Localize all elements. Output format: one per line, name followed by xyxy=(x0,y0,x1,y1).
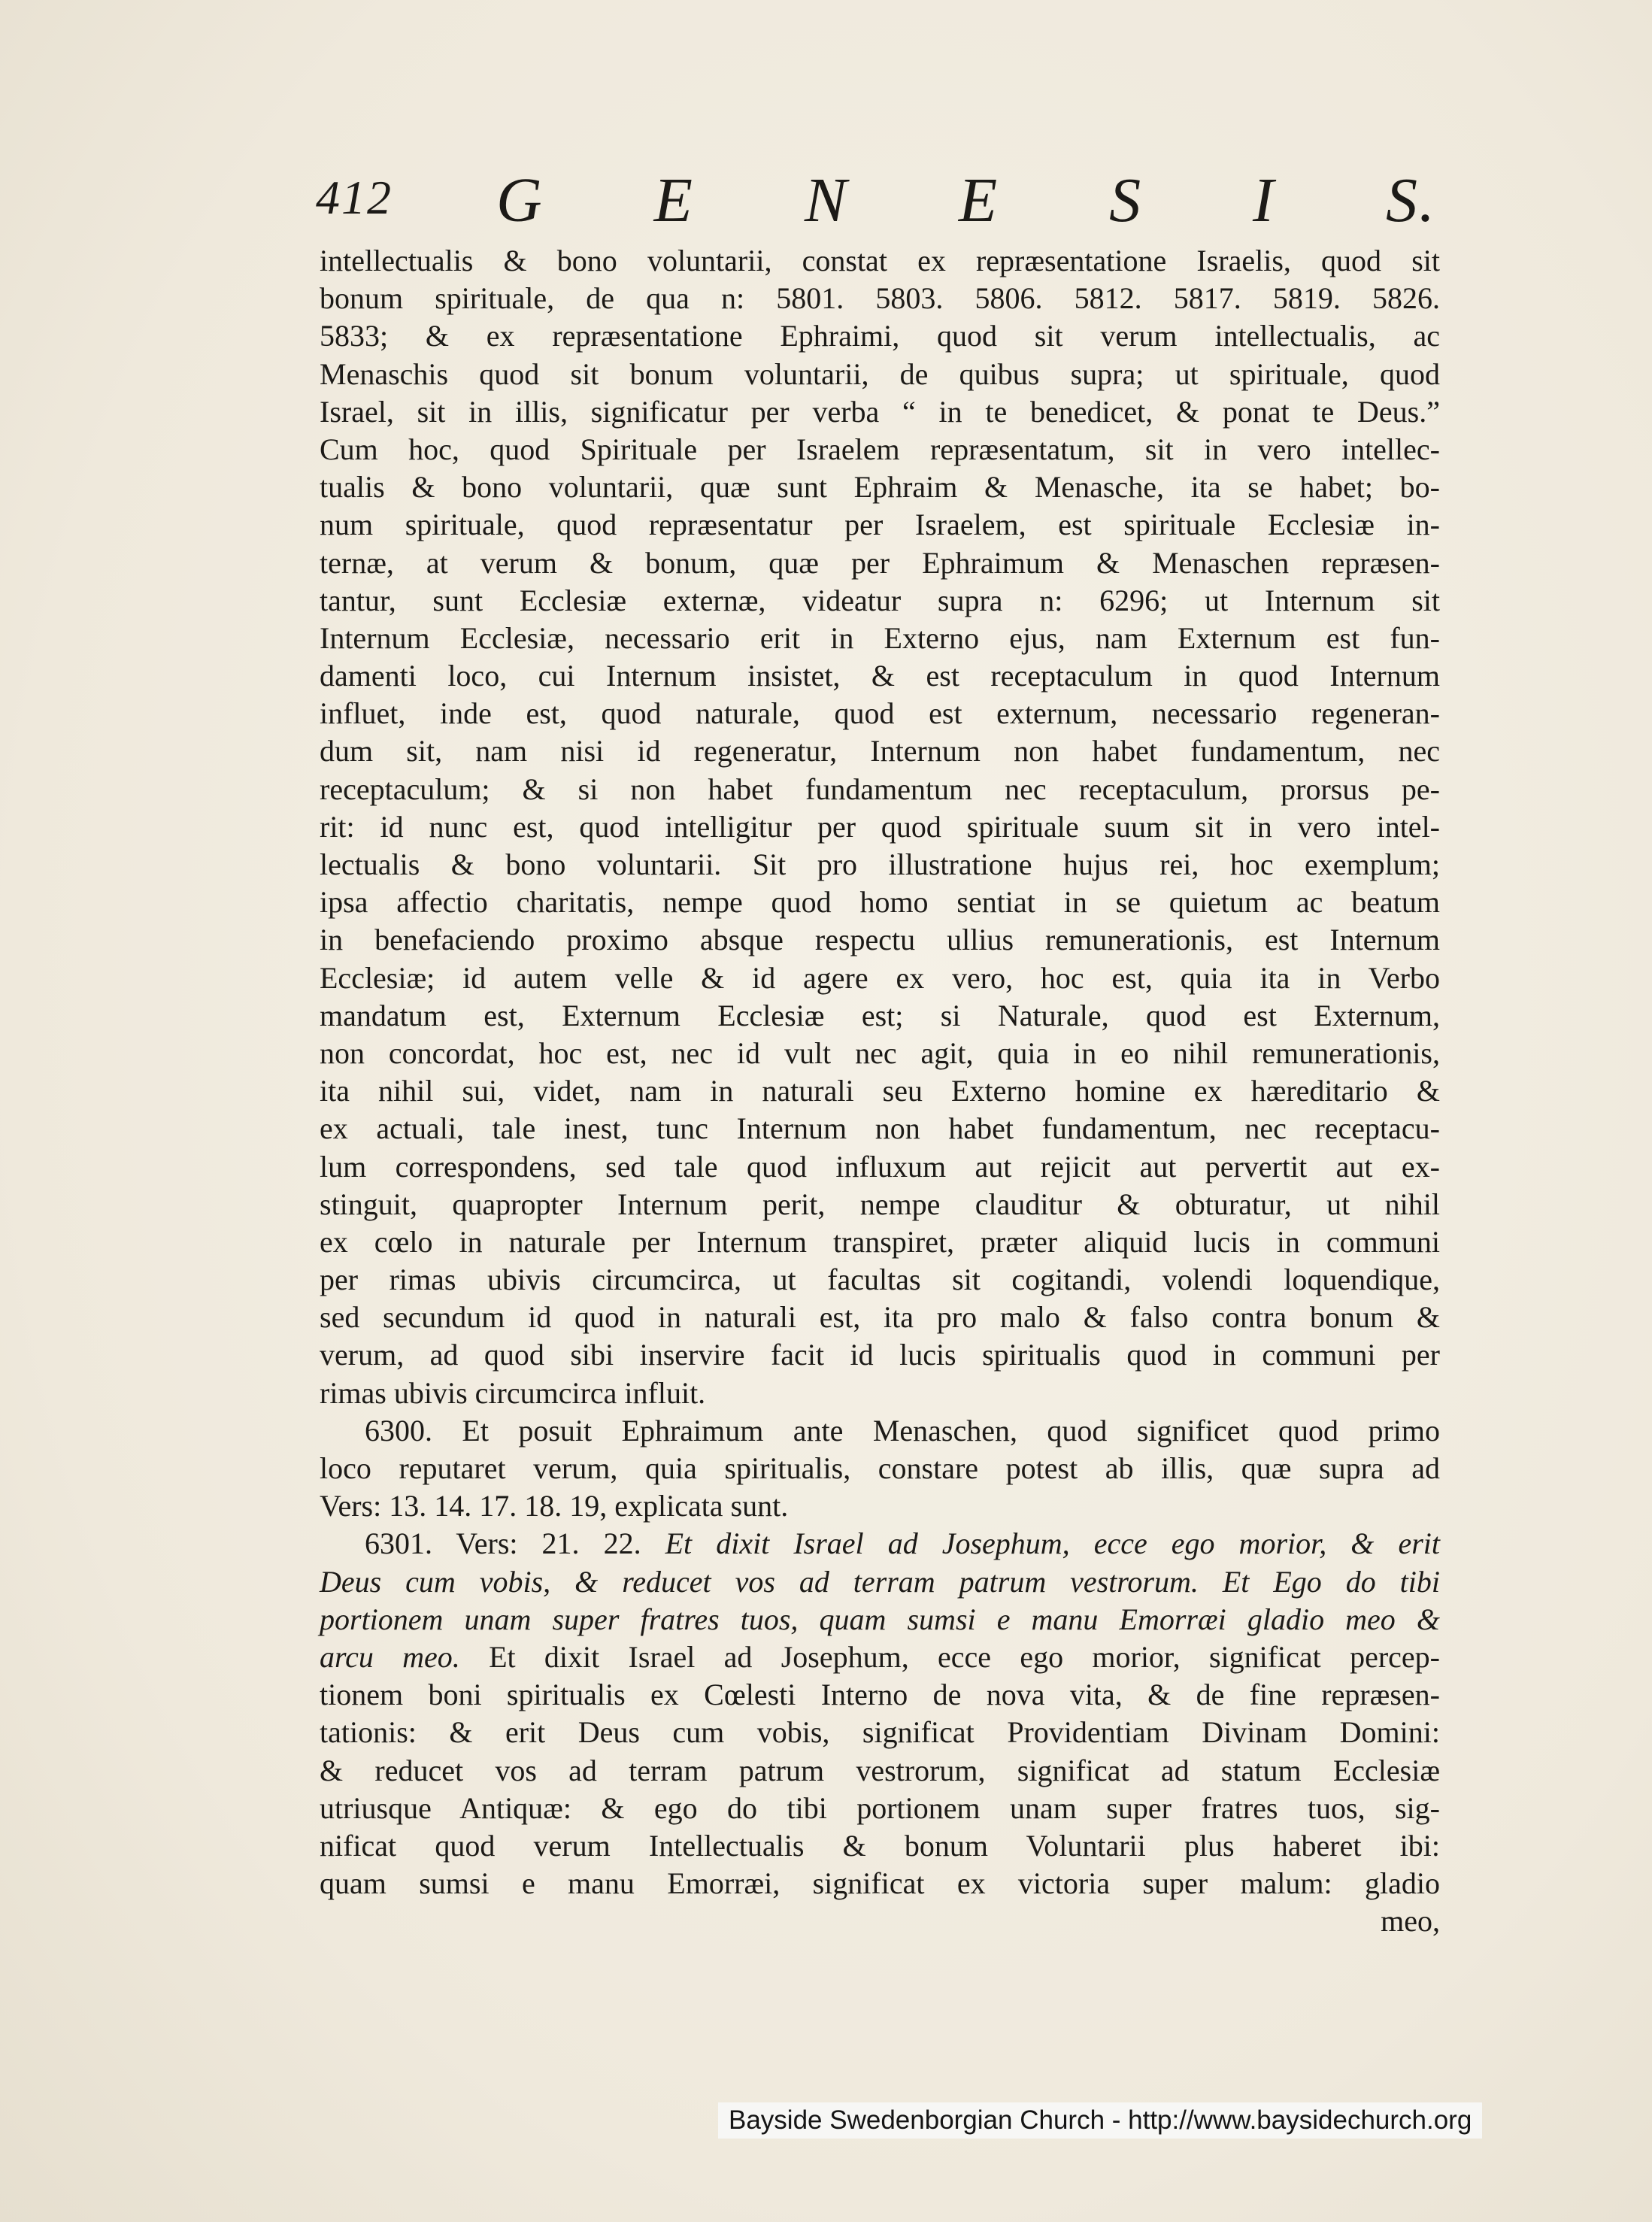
verse-line: portionem unam super fratres tuos, quam sumsi e manu Emorræi gladio meo & xyxy=(320,1602,1440,1636)
text-line: lectualis & bono voluntarii. Sit pro illustratione hujus rei, hoc exemplum; xyxy=(320,847,1440,881)
interpretation-text: Et dixit Israel ad Josephum, ecce ego morior, significat percep- xyxy=(459,1639,1440,1674)
text-line: influet, inde est, quod naturale, quod est externum, necessario regeneran- xyxy=(320,696,1440,731)
title-letter: N xyxy=(804,165,848,235)
title-letter: I xyxy=(1253,165,1275,235)
text-line: quam sumsi e manu Emorræi, significat ex victoria super malum: gladio xyxy=(320,1866,1440,1901)
text-line: stinguit, quapropter Internum perit, nempe clauditur & obturatur, ut nihil xyxy=(320,1187,1440,1221)
paragraph-6300-line: 6300. Et posuit Ephraimum ante Menaschen, quod significet quod primo xyxy=(365,1413,1440,1447)
text-line: Israel, sit in illis, significatur per verba “ in te benedicet, & ponat te Deus.” xyxy=(320,394,1440,429)
text-line: Ecclesiæ; id autem velle & id agere ex vero, hoc est, quia ita in Verbo xyxy=(320,960,1440,995)
verse-italic: arcu meo. xyxy=(320,1639,460,1674)
text-line: ternæ, at verum & bonum, quæ per Ephraimum & Menaschen repræsen- xyxy=(320,545,1440,580)
text-line: ex actuali, tale inest, tunc Internum non habet fundamentum, nec receptacu- xyxy=(320,1111,1440,1146)
running-title xyxy=(496,164,1436,237)
text-line: verum, ad quod sibi inservire facit id lucis spiritualis quod in communi per xyxy=(320,1338,1440,1372)
text-line: per rimas ubivis circumcirca, ut facultas sit cogitandi, volendi loquendique, xyxy=(320,1263,1440,1297)
text-line: loco reputaret verum, quia spiritualis, constare potest ab illis, quæ supra ad xyxy=(320,1451,1440,1485)
page-number: 412 xyxy=(316,171,393,224)
text-line: num spirituale, quod repræsentatur per Israelem, est spirituale Ecclesiæ in- xyxy=(320,508,1440,542)
verse-number: 6301. Vers: 21. 22. xyxy=(365,1526,665,1561)
verse-italic: Et dixit Israel ad Josephum, ecce ego morior, & erit xyxy=(665,1526,1440,1561)
text-line: rimas ubivis circumcirca influit. xyxy=(320,1375,706,1410)
title-letter: E xyxy=(653,165,694,235)
catchword: meo, xyxy=(1381,1904,1440,1939)
text-line: bonum spirituale, de qua n: 5801. 5803. 5806. 5812. 5817. 5819. 5826. xyxy=(320,281,1440,316)
text-line: & reducet vos ad terram patrum vestrorum, significat ad statum Ecclesiæ xyxy=(320,1753,1440,1787)
text-line: ipsa affectio charitatis, nempe quod homo sentiat in se quietum ac beatum xyxy=(320,885,1440,920)
text-line: tualis & bono voluntarii, quæ sunt Ephraim & Menasche, ita se habet; bo- xyxy=(320,470,1440,505)
text-line: utriusque Antiquæ: & ego do tibi portionem unam super fratres tuos, sig- xyxy=(320,1790,1440,1825)
text-line: sed secundum id quod in naturali est, ita pro malo & falso contra bonum & xyxy=(320,1300,1440,1335)
running-head xyxy=(316,164,1436,235)
text-line: ex cœlo in naturale per Internum transpiret, præter aliquid lucis in communi xyxy=(320,1224,1440,1259)
text-line: Vers: 13. 14. 17. 18. 19, explicata sunt. xyxy=(320,1489,789,1523)
text-line: Internum Ecclesiæ, necessario erit in Externo ejus, nam Externum est fun- xyxy=(320,620,1440,655)
text-line: mandatum est, Externum Ecclesiæ est; si Naturale, quod est Externum, xyxy=(320,998,1440,1032)
text-line: in benefaciendo proximo absque respectu ullius remunerationis, est Internum xyxy=(320,923,1440,957)
text-line: Menaschis quod sit bonum voluntarii, de quibus supra; ut spirituale, quod xyxy=(320,356,1440,391)
text-line: intellectualis & bono voluntarii, constat ex repræsentatione Israelis, quod sit xyxy=(320,244,1440,277)
title-letter: S. xyxy=(1385,165,1436,235)
text-line: rit: id nunc est, quod intelligitur per quod spirituale suum sit in vero intel- xyxy=(320,809,1440,844)
text-line xyxy=(320,1638,1440,1676)
text-line: receptaculum; & si non habet fundamentum nec receptaculum, prorsus pe- xyxy=(320,771,1440,806)
text-line: nificat quod verum Intellectualis & bonum Voluntarii plus haberet ibi: xyxy=(320,1828,1440,1863)
text-line: non concordat, hoc est, nec id vult nec agit, quia in eo nihil remunerationis, xyxy=(320,1035,1440,1070)
title-letter: S xyxy=(1109,165,1143,235)
body-text xyxy=(320,242,1440,1940)
text-line: tationis: & erit Deus cum vobis, significat Providentiam Divinam Domini: xyxy=(320,1715,1440,1750)
text-line: tionem boni spiritualis ex Cœlesti Interno de nova vita, & de fine repræsen- xyxy=(320,1678,1440,1712)
text-line: ita nihil sui, videt, nam in naturali seu Externo homine ex hæreditario & xyxy=(320,1074,1440,1108)
text-line: 5833; & ex repræsentatione Ephraimi, quod sit verum intellectualis, ac xyxy=(320,319,1440,353)
text-line: Cum hoc, quod Spirituale per Israelem repræsentatum, sit in vero intellec- xyxy=(320,432,1440,466)
text-line: dum sit, nam nisi id regeneratur, Internum non habet fundamentum, nec xyxy=(320,734,1440,768)
text-line: damenti loco, cui Internum insistet, & est receptaculum in quod Internum xyxy=(320,659,1440,693)
title-letter: G xyxy=(496,165,544,235)
verse-line: Deus cum vobis, & reducet vos ad terram patrum vestrorum. Et Ego do tibi xyxy=(320,1564,1440,1599)
watermark-caption: Bayside Swedenborgian Church - http://www.baysidechurch.org xyxy=(718,2102,1482,2139)
paragraph-6301-line xyxy=(320,1525,1440,1563)
text-line: lum correspondens, sed tale quod influxum aut rejicit aut pervertit aut ex- xyxy=(320,1149,1440,1184)
title-letter: E xyxy=(958,165,999,235)
text-line: tantur, sunt Ecclesiæ externæ, videatur supra n: 6296; ut Internum sit xyxy=(320,583,1440,617)
